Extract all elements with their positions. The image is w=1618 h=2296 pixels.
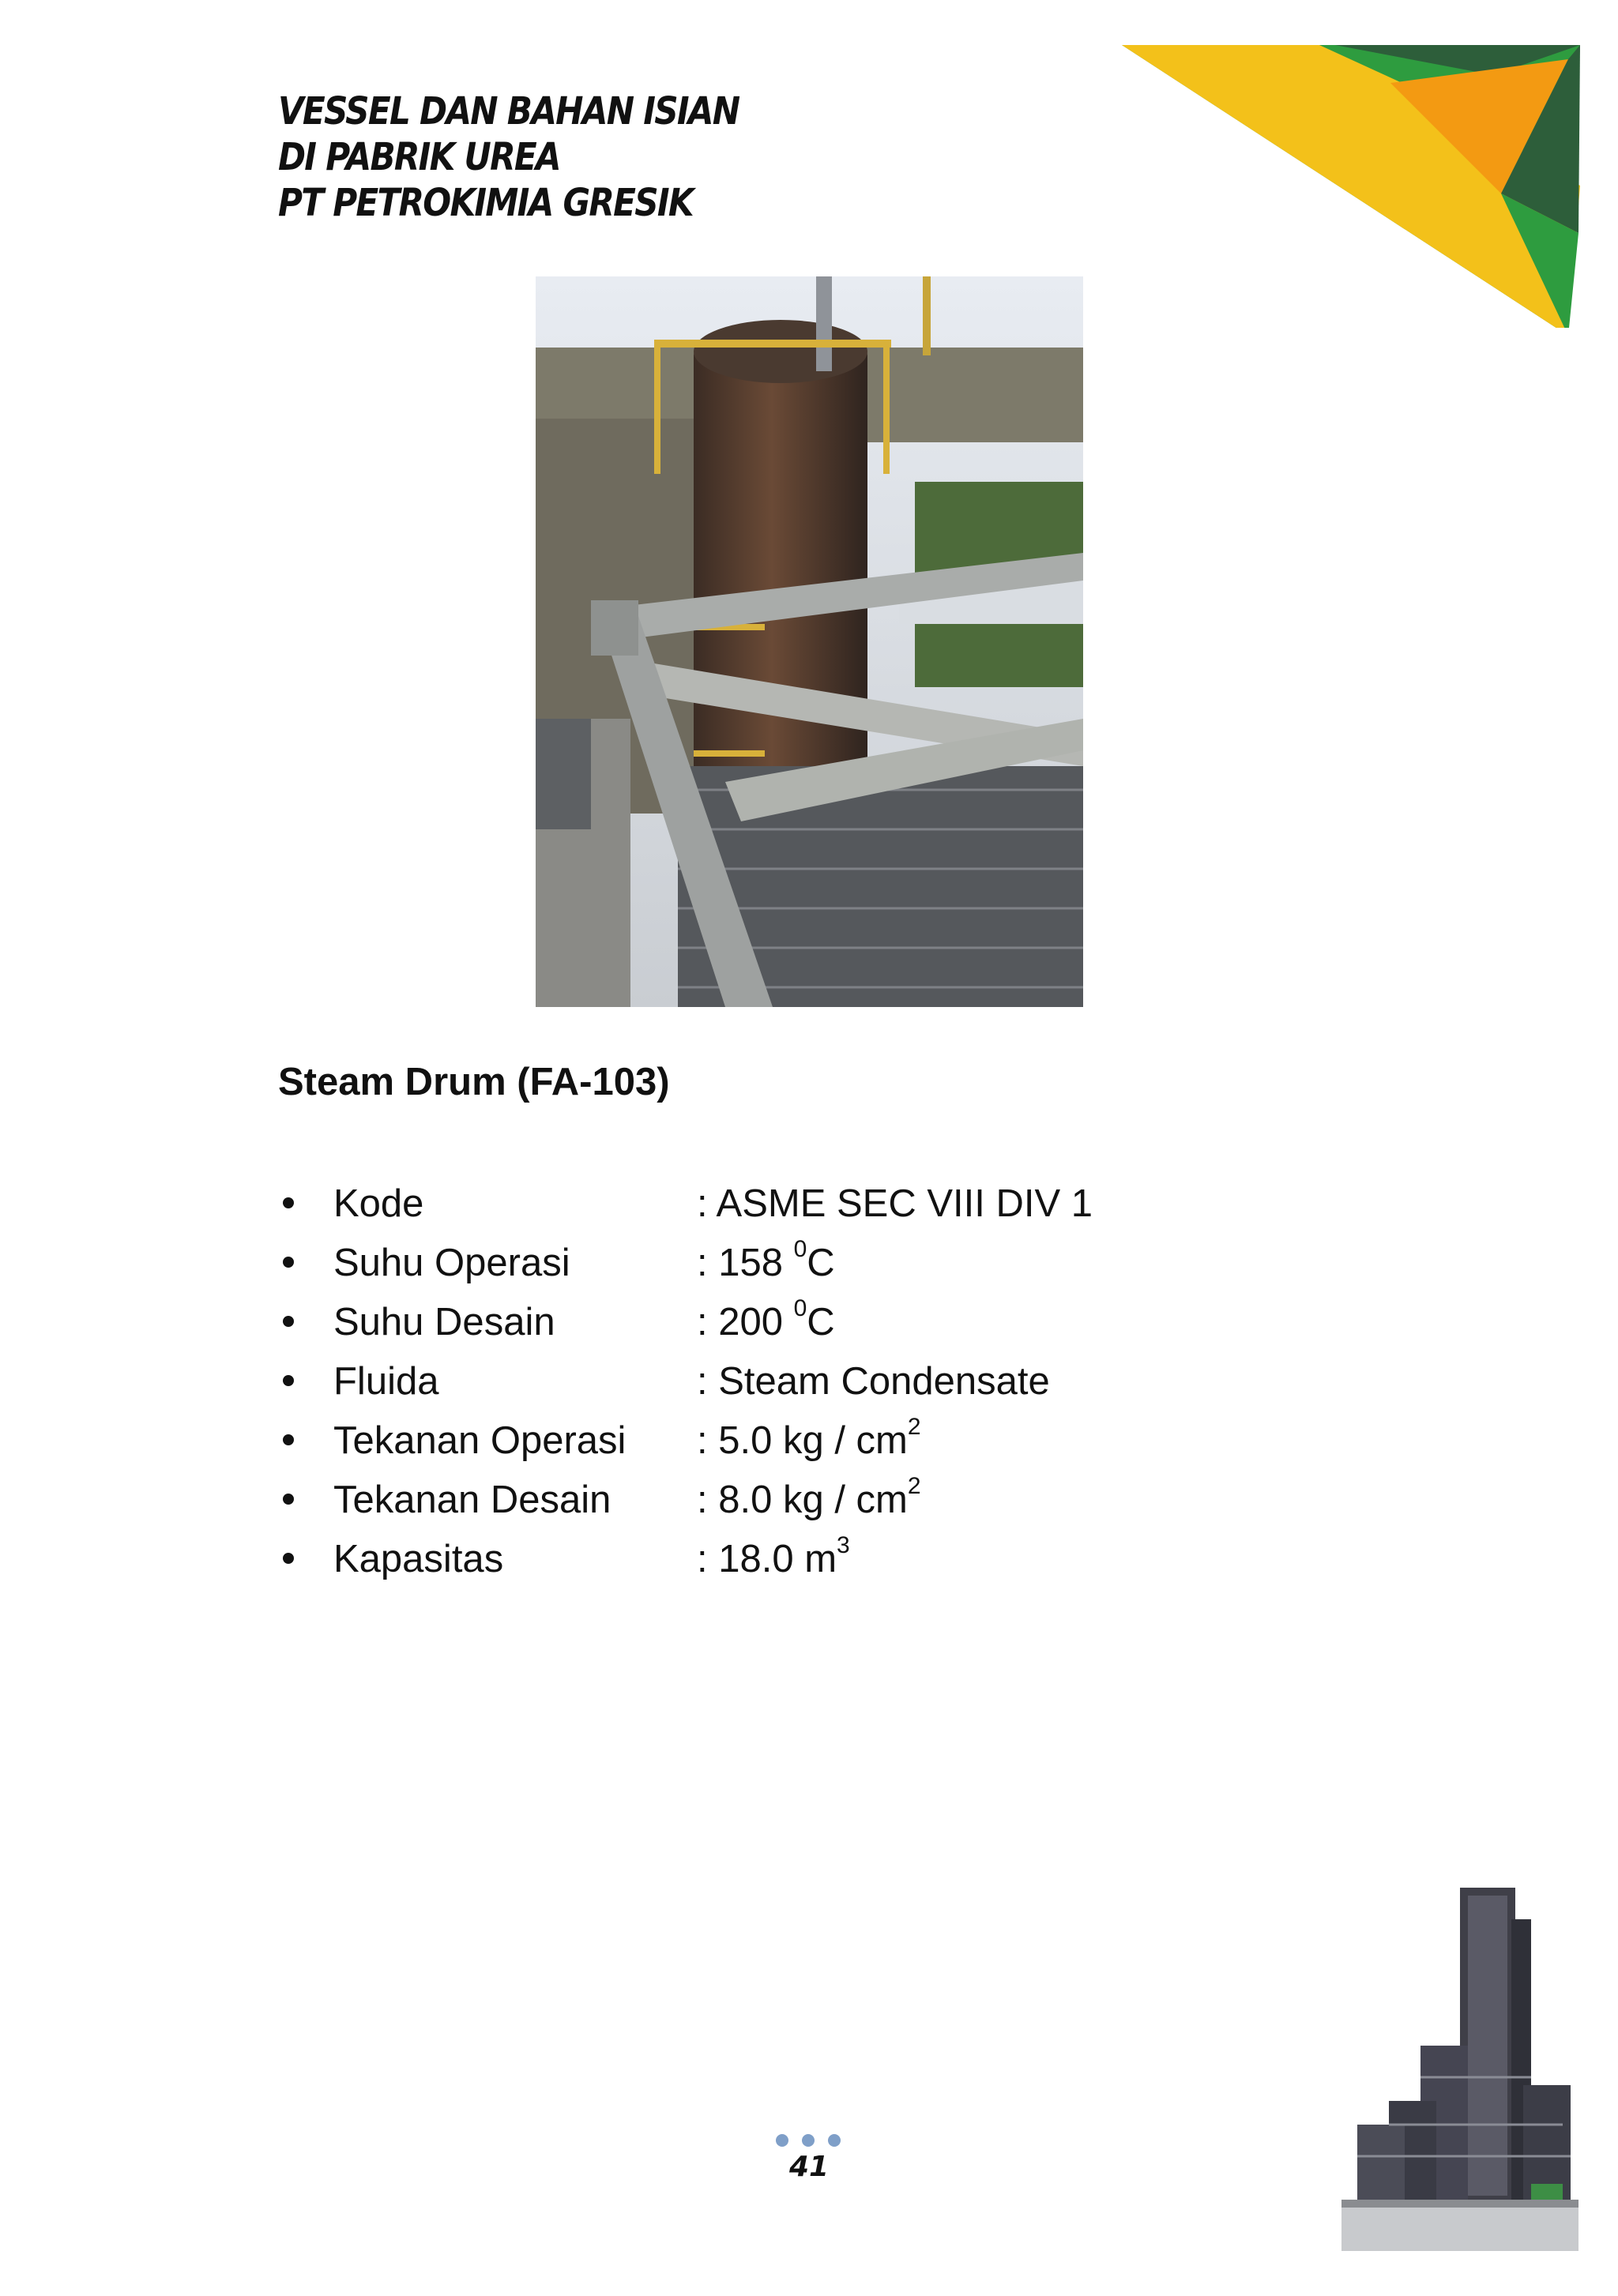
bullet-icon — [283, 1553, 294, 1564]
spec-value-text: : 158 — [697, 1242, 794, 1284]
header-title-line-3: PT PETROKIMIA GRESIK — [278, 181, 693, 225]
header-title-line-1: VESSEL DAN BAHAN ISIAN — [278, 89, 739, 133]
spec-value-text: : 200 — [697, 1301, 794, 1343]
spec-value-text: : 8.0 kg / cm — [697, 1479, 908, 1521]
steam-drum-photo — [536, 276, 1083, 1007]
spec-value-superscript: 2 — [907, 1473, 921, 1499]
bullet-icon — [283, 1494, 294, 1505]
bullet-icon — [283, 1316, 294, 1327]
spec-value — [697, 1236, 835, 1287]
spec-label: Tekanan Operasi — [333, 1419, 627, 1462]
spec-value-text: : 18.0 m — [697, 1538, 837, 1580]
spec-value — [697, 1473, 921, 1524]
spec-value-superscript: 2 — [907, 1414, 921, 1440]
spec-value-unit: C — [807, 1242, 835, 1284]
corner-decoration — [1122, 43, 1580, 328]
spec-value-superscript: 3 — [837, 1532, 850, 1558]
bullet-icon — [283, 1197, 294, 1208]
spec-value — [697, 1295, 835, 1346]
spec-value-text: : 5.0 kg / cm — [697, 1419, 908, 1462]
page-number: 41 — [788, 2151, 830, 2183]
spec-value-superscript: 0 — [793, 1236, 807, 1262]
bullet-icon — [283, 1375, 294, 1386]
spec-label: Tekanan Desain — [333, 1479, 611, 1521]
spec-label: Suhu Operasi — [333, 1242, 570, 1284]
spec-label: Fluida — [333, 1360, 439, 1403]
bullet-icon — [283, 1257, 294, 1268]
spec-value-unit: C — [807, 1301, 835, 1343]
plant-tower-photo — [1341, 1888, 1578, 2251]
bullet-icon — [283, 1434, 294, 1445]
spec-value — [697, 1414, 921, 1464]
document-header-title — [278, 88, 739, 226]
section-title: Steam Drum (FA-103) — [278, 1061, 670, 1103]
spec-value: : ASME SEC VIII DIV 1 — [697, 1182, 1093, 1225]
spec-value-superscript: 0 — [793, 1295, 807, 1321]
header-title-line-2: DI PABRIK UREA — [278, 135, 560, 179]
spec-value — [697, 1532, 850, 1583]
page-dots-icon — [773, 2133, 844, 2148]
spec-label: Kode — [333, 1182, 424, 1225]
spec-value: : Steam Condensate — [697, 1360, 1050, 1403]
spec-label: Suhu Desain — [333, 1301, 555, 1343]
spec-label: Kapasitas — [333, 1538, 504, 1580]
